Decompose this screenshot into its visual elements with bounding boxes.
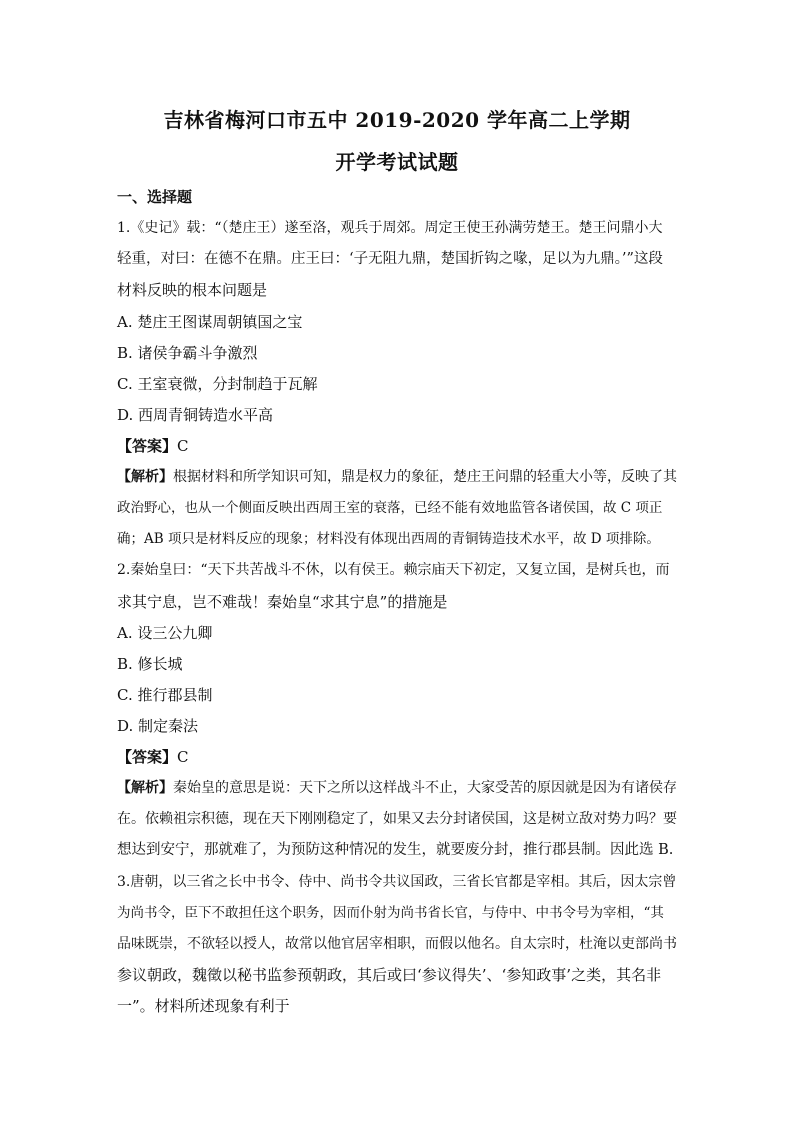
question-2-option-b: B. 修长城 — [117, 655, 183, 673]
analysis-text: 秦始皇的意思是说：天下之所以这样战斗不止，大家受苦的原因就是因为有诸侯存 — [173, 780, 677, 796]
answer-value: C — [177, 748, 189, 766]
question-3-line-1: 3.唐朝，以三省之长中书令、侍中、尚书令共议国政，三省长官都是宰相。其后，因太宗曾 — [117, 874, 677, 890]
question-3-line-2: 为尚书令，臣下不敢担任这个职务，因而仆射为尚书省长官，与侍中、中书令号为宰相，“其 — [117, 905, 664, 921]
analysis-label: 【解析】 — [117, 469, 173, 485]
question-3-line-4: 参议朝政，魏徵以秘书监参预朝政，其后或曰‘参议得失’、‘参知政事’之类，其名非 — [117, 966, 662, 984]
question-1-option-d: D. 西周青铜铸造水平高 — [117, 406, 274, 424]
question-3-line-5: 一”。材料所述现象有利于 — [117, 997, 290, 1015]
answer-label: 【答案】 — [117, 437, 178, 455]
question-1-line-3: 材料反映的根本问题是 — [117, 281, 268, 299]
question-2-analysis-line-1 — [117, 778, 677, 798]
question-2-option-d: D. 制定秦法 — [117, 717, 199, 735]
question-1-analysis-line-2: 政治野心，也从一个侧面反映出西周王室的衰落，已经不能有效地监管各诸侯国，故 C 项正 — [117, 500, 663, 516]
question-3-line-3: 品味既崇，不欲轻以授人，故常以他官居宰相职，而假以他名。自太宗时，杜淹以吏部尚书 — [117, 936, 677, 952]
analysis-label: 【解析】 — [117, 780, 173, 796]
page-title: 吉林省梅河口市五中 2019-2020 学年高二上学期 — [163, 108, 631, 132]
question-1-option-b: B. 诸侯争霸斗争激烈 — [117, 344, 258, 362]
question-1-analysis-line-3: 确；AB 项只是材料反应的现象；材料没有体现出西周的青铜铸造技术水平，故 D 项排除。 — [117, 531, 660, 547]
section-heading: 一、选择题 — [117, 188, 193, 206]
question-2-line-2: 求其宁息，岂不难哉！秦始皇“求其宁息”的措施是 — [117, 593, 448, 611]
question-1-answer — [117, 436, 677, 456]
question-1-option-a: A. 楚庄王图谋周朝镇国之宝 — [117, 313, 303, 331]
answer-value: C — [177, 437, 189, 455]
question-2-line-1: 2.秦始皇曰：“天下共苦战斗不休，以有侯王。赖宗庙天下初定，又复立国，是树兵也，而 — [117, 562, 670, 578]
question-1-line-1: 1.《史记》载：“（楚庄王）遂至洛，观兵于周郊。周定王使王孙满劳楚王。楚王问鼎小大 — [117, 220, 663, 236]
question-1-line-2: 轻重，对曰：在德不在鼎。庄王曰：‘子无阻九鼎，楚国折钩之喙，足以为九鼎。’”这段 — [117, 251, 663, 267]
question-2-option-c: C. 推行郡县制 — [117, 686, 213, 704]
answer-label: 【答案】 — [117, 748, 178, 766]
question-2-answer — [117, 747, 677, 767]
question-1-option-c: C. 王室衰微，分封制趋于瓦解 — [117, 375, 318, 393]
question-2-analysis-line-2: 在。依赖祖宗积德，现在天下刚刚稳定了，如果又去分封诸侯国，这是树立敌对势力吗？要 — [117, 811, 677, 827]
page-subtitle: 开学考试试题 — [335, 150, 459, 174]
question-1-analysis-line-1 — [117, 467, 677, 487]
question-2-analysis-line-3: 想达到安宁，那就难了，为预防这种情况的发生，就要废分封，推行郡县制。因此选 B. — [117, 842, 674, 858]
question-2-option-a: A. 设三公九卿 — [117, 624, 213, 642]
analysis-text: 根据材料和所学知识可知，鼎是权力的象征，楚庄王问鼎的轻重大小等，反映了其 — [173, 469, 677, 485]
